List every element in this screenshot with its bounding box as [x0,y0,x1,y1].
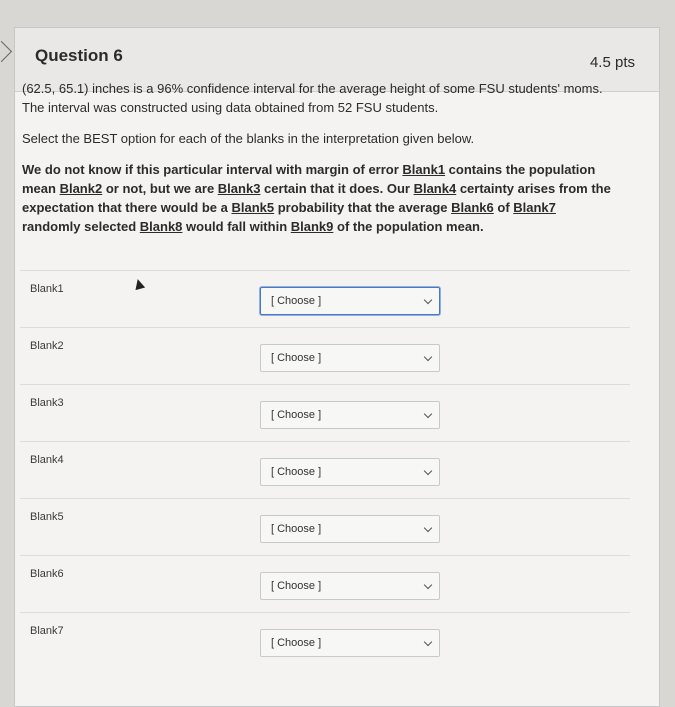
question-instruction: Select the BEST option for each of the blanks in the interpretation given below. [22,131,475,146]
select-value: [ Choose ] [271,409,322,421]
select-value: [ Choose ] [271,637,322,649]
blank-label: Blank2 [30,340,64,352]
chevron-down-icon [424,296,432,304]
select-value: [ Choose ] [271,523,322,535]
blank-label: Blank5 [30,511,64,523]
select-value: [ Choose ] [271,352,322,364]
chevron-down-icon [424,524,432,532]
blank-reference: Blank4 [413,181,457,196]
chevron-down-icon [424,581,432,589]
blank-reference: Blank9 [290,219,334,234]
interpretation-segment: of the population mean. [333,219,484,234]
answer-row [20,555,630,612]
chevron-down-icon [424,353,432,361]
chevron-left-icon[interactable] [0,41,12,62]
answer-list [20,270,630,669]
blank-label: Blank4 [30,454,64,466]
interpretation-segment: or not, but we are [102,181,218,196]
blank-label: Blank3 [30,397,64,409]
answer-row [20,612,630,669]
blank-reference: Blank2 [59,181,103,196]
chevron-down-icon [424,638,432,646]
chevron-down-icon [424,410,432,418]
blank-select[interactable] [260,572,440,600]
blank-label: Blank6 [30,568,64,580]
blank-select[interactable] [260,515,440,543]
answer-row [20,384,630,441]
answer-row [20,498,630,555]
question-body [22,79,614,248]
interpretation-segment: of [493,200,514,215]
blank-reference: Blank5 [231,200,275,215]
interpretation-segment: certainty arises from the expectation that there would be a [22,181,611,215]
select-value: [ Choose ] [271,466,322,478]
interpretation-segment: certain that it does. Our [260,181,414,196]
select-value: [ Choose ] [271,295,322,307]
interpretation-text [22,160,614,236]
blank-label: Blank7 [30,625,64,637]
interpretation-segment: We do not know if this particular interval with margin of error [22,162,403,177]
interpretation-segment: would fall within [182,219,291,234]
blank-reference: Blank8 [139,219,183,234]
interpretation-segment: randomly selected [22,219,140,234]
blank-select[interactable] [260,629,440,657]
answer-row [20,327,630,384]
blank-reference: Blank6 [451,200,494,215]
blank-select[interactable] [260,458,440,486]
chevron-down-icon [424,467,432,475]
blank-select[interactable] [260,401,440,429]
answer-row [20,441,630,498]
blank-select[interactable] [260,344,440,372]
question-prompt: (62.5, 65.1) inches is a 96% confidence interval for the average height of some FSU students' moms. The interval was constructed using data obtained from 52 FSU students. [22,81,603,115]
interpretation-segment: contains the population mean [22,162,596,196]
select-value: [ Choose ] [271,580,322,592]
interpretation-segment: probability that the average [274,200,452,215]
blank-reference: Blank1 [402,162,446,177]
question-title: Question 6 [35,46,123,65]
blank-select[interactable] [260,287,440,315]
blank-reference: Blank7 [513,200,556,215]
question-points: 4.5 pts [589,54,635,71]
blank-label: Blank1 [30,283,64,295]
blank-reference: Blank3 [217,181,261,196]
answer-row [20,270,630,327]
